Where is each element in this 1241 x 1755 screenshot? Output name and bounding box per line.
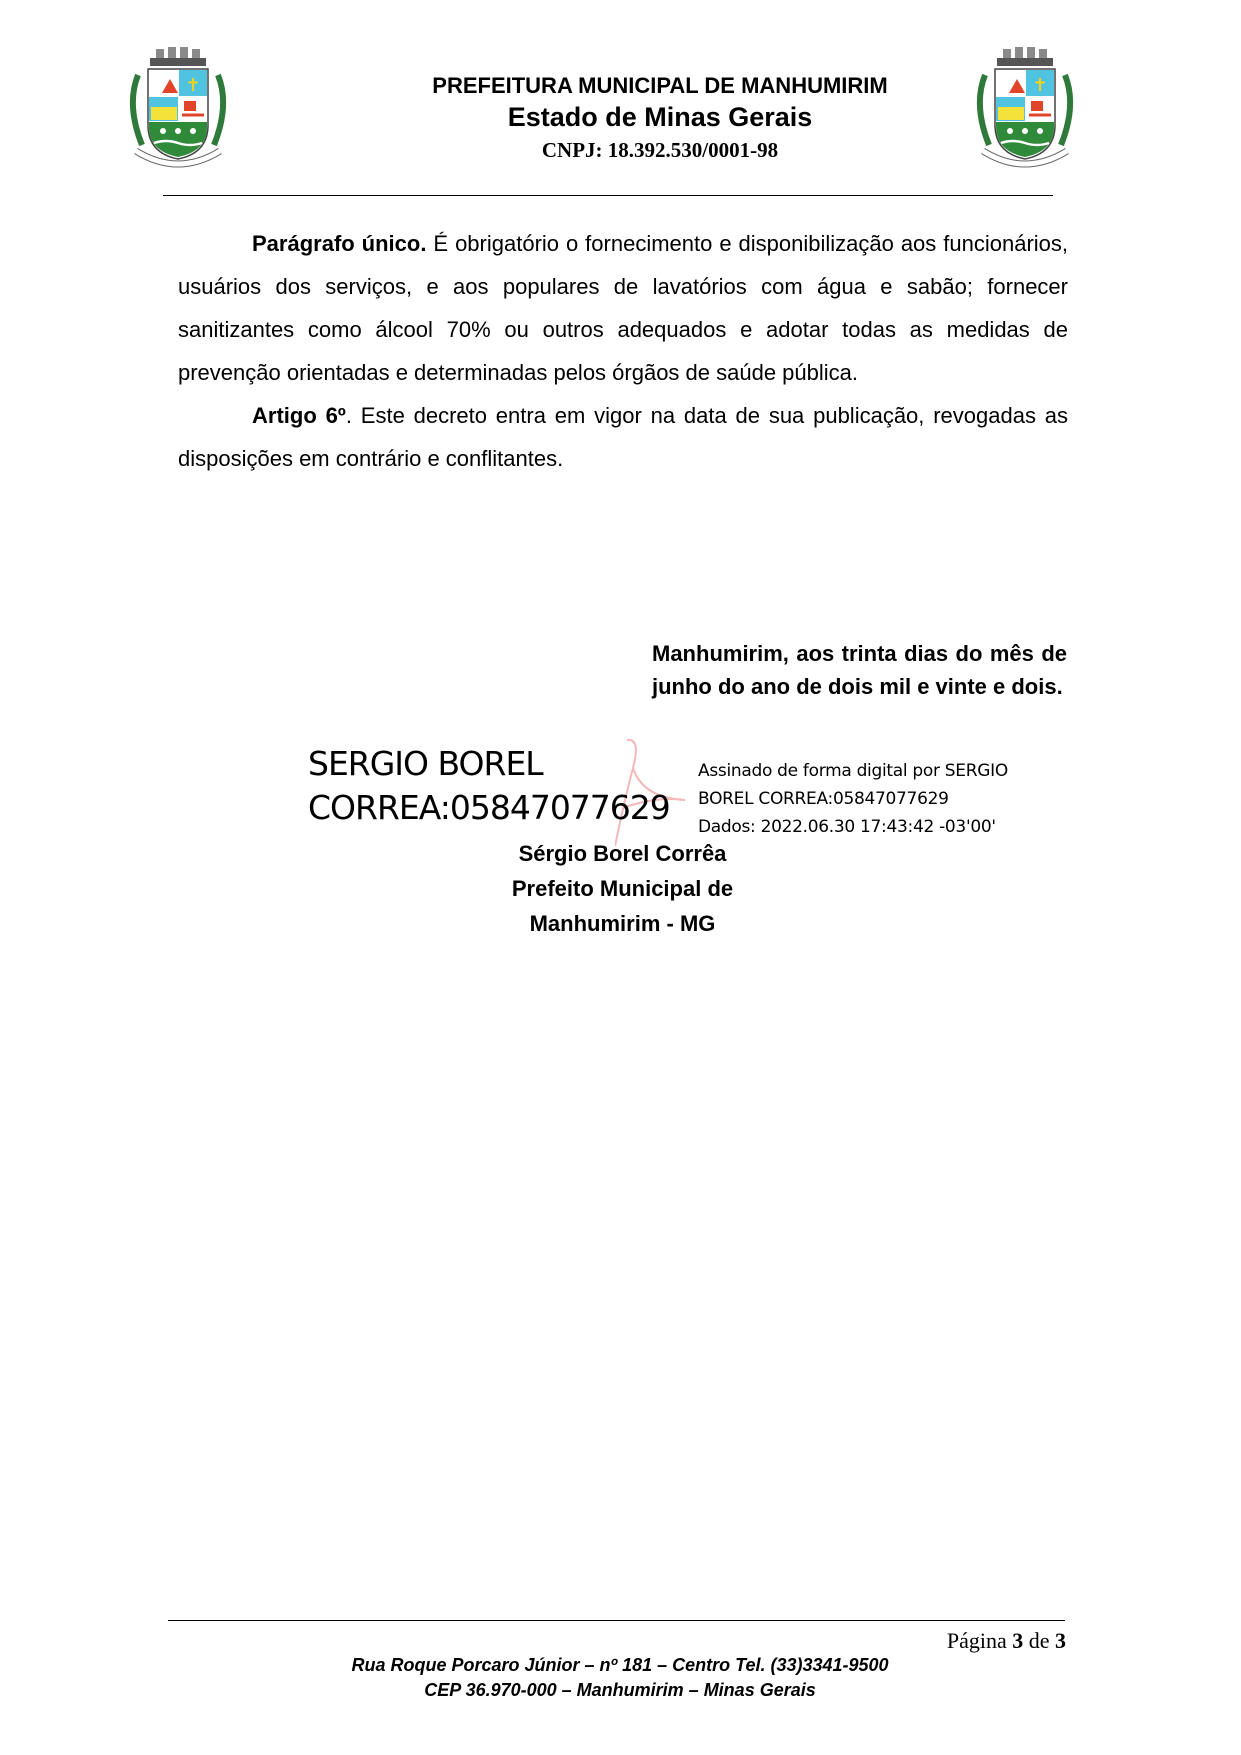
signer-name: Sérgio Borel Corrêa xyxy=(518,841,727,866)
date-line: Manhumirim, aos trinta dias do mês de junho do ano de dois mil e vinte e dois. xyxy=(652,641,1067,699)
header-divider xyxy=(163,195,1053,196)
footer-divider xyxy=(168,1620,1065,1621)
page-total: 3 xyxy=(1055,1628,1066,1653)
signature-info-line1: Assinado de forma digital por SERGIO xyxy=(698,761,1008,781)
header-state: Estado de Minas Gerais xyxy=(507,102,813,132)
signature-info-line3: Dados: 2022.06.30 17:43:42 -03'00' xyxy=(698,817,996,837)
digital-signature-info xyxy=(698,757,1008,841)
signer-role-line2: Manhumirim - MG xyxy=(529,911,716,936)
page-current: 3 xyxy=(1012,1628,1024,1653)
digital-signature-name-line2: CORREA:05847077629 xyxy=(308,788,670,827)
svg-text:✝: ✝ xyxy=(1032,75,1048,96)
header-title: PREFEITURA MUNICIPAL DE MANHUMIRIM xyxy=(432,73,888,98)
paragraph-unico-text: É obrigatório o fornecimento e disponibilização aos funcionários, usuários dos serviços, e aos populares de lavatórios com água e sabão; fornecer sanitizantes como álcool 70% ou outros adequados e adotar todas as medidas de prevenção orientadas e determinadas pelos órgãos de saúde pública. xyxy=(178,231,1069,385)
artigo-6-text: . Este decreto entra em vigor na data de sua publicação, revogadas as disposições em contrário e conflitantes. xyxy=(178,403,1068,471)
artigo-6-label: Artigo 6º xyxy=(252,403,346,428)
signer-role-line1: Prefeito Municipal de xyxy=(511,876,734,901)
coat-of-arms-right-icon xyxy=(965,45,1085,180)
page-number xyxy=(947,1628,1066,1654)
svg-text:✝: ✝ xyxy=(185,75,201,96)
coat-of-arms-left-icon xyxy=(118,45,238,180)
signer-block xyxy=(450,836,795,941)
paragraph-unico-label: Parágrafo único. xyxy=(252,231,427,256)
signature-info-line2: BOREL CORREA:05847077629 xyxy=(698,789,949,809)
footer-address-line2: CEP 36.970-000 – Manhumirim – Minas Gerais xyxy=(424,1680,816,1700)
header-cnpj: CNPJ: 18.392.530/0001-98 xyxy=(541,138,779,162)
footer-address-line1: Rua Roque Porcaro Júnior – nº 181 – Centro Tel. (33)3341-9500 xyxy=(351,1655,889,1675)
page-prefix: Página xyxy=(946,1628,1013,1653)
paragraph-unico xyxy=(178,222,1068,394)
artigo-6 xyxy=(178,394,1068,480)
page-sep: de xyxy=(1023,1628,1055,1653)
document-body xyxy=(178,222,1068,480)
digital-signature-name-line1: SERGIO BOREL xyxy=(308,744,543,783)
